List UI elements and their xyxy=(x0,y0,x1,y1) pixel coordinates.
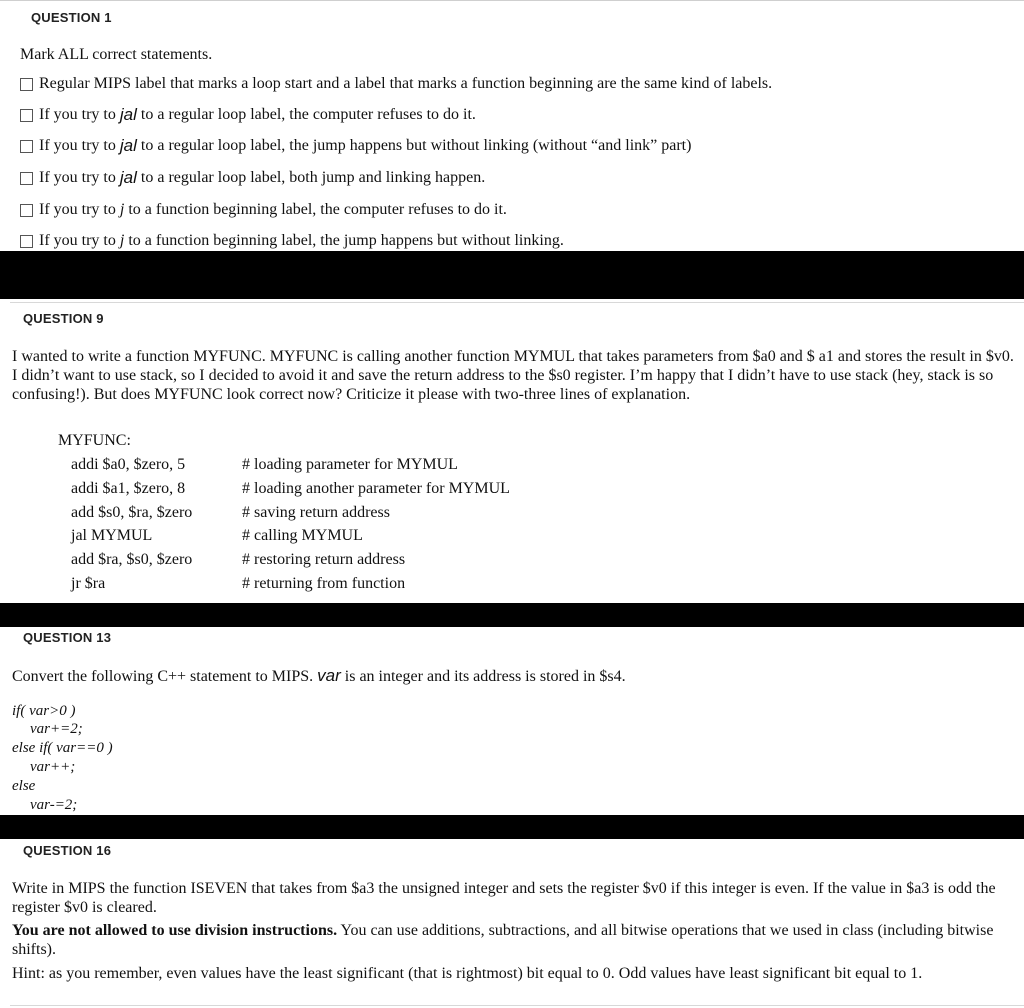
option-text: Regular MIPS label that marks a loop start and a label that marks a function beginning are the same kind of labels. xyxy=(39,75,773,92)
option-text-start: If you try to xyxy=(39,232,120,249)
cpp-code-line: if( var>0 ) xyxy=(12,703,76,719)
code-instruction: addi $a1, $zero, 8 xyxy=(71,480,186,497)
option-keyword: jal xyxy=(119,136,137,155)
option-text-start: If you try to xyxy=(39,169,120,186)
top-border xyxy=(0,0,1024,1)
option-text-end: to a regular loop label, both jump and linking happen. xyxy=(136,169,486,186)
checkbox[interactable] xyxy=(20,140,33,153)
checkbox[interactable] xyxy=(20,172,33,185)
q1-option-6[interactable] xyxy=(20,230,564,252)
question-16-paragraph-1: Write in MIPS the function ISEVEN that takes from $a3 the unsigned integer and sets the register $v0 if this integer is even. If the value in $a3 is odd the register $v0 is cleared. xyxy=(12,880,996,916)
q1-option-4[interactable] xyxy=(20,167,485,189)
code-instruction: addi $a0, $zero, 5 xyxy=(71,456,186,473)
q1-option-3[interactable] xyxy=(20,135,691,157)
question-16-paragraph-2 xyxy=(12,921,1016,959)
code-comment: # restoring return address xyxy=(242,551,406,568)
question-1-title: QUESTION 1 xyxy=(31,10,112,25)
option-text-start: If you try to xyxy=(39,201,120,218)
question-9-paragraph: I wanted to write a function MYFUNC. MYFUNC is calling another function MYMUL that takes parameters from $a0 and $ a1 and stores the result in $v0. I didn’t want to use stack, so I decided to avoid it and save the return address to the $s0 register. I’m happy that I didn’t have to use stack (hey, stack is so confusing!). But does MYFUNC look correct now? Criticize it please with two-three lines of explanation. xyxy=(12,348,1014,403)
prompt-start: Convert the following C++ statement to MIPS. xyxy=(12,668,318,685)
prompt-end: is an integer and its address is stored in $s4. xyxy=(340,668,626,685)
question-16-title: QUESTION 16 xyxy=(23,843,112,858)
cpp-code-line: var++; xyxy=(30,759,76,775)
function-label: MYFUNC: xyxy=(58,432,131,449)
code-comment: # returning from function xyxy=(242,575,406,592)
divider xyxy=(10,302,1024,303)
redaction-bar-1 xyxy=(0,251,1024,299)
option-keyword: jal xyxy=(119,105,137,124)
redaction-bar-2 xyxy=(0,603,1024,627)
code-instruction: add $s0, $ra, $zero xyxy=(71,504,193,521)
option-text-start: If you try to xyxy=(39,106,120,123)
bottom-divider xyxy=(10,1005,1024,1006)
rule-detail: You can use additions, subtractions, and all bitwise operations that we used in class (including bitwise shifts). xyxy=(12,922,994,958)
code-comment: # saving return address xyxy=(242,504,390,521)
question-9-title: QUESTION 9 xyxy=(23,311,104,326)
option-text-start: If you try to xyxy=(39,137,120,154)
bold-rule: You are not allowed to use division instructions. xyxy=(12,922,338,939)
option-keyword: j xyxy=(119,201,125,218)
code-instruction: jal MYMUL xyxy=(71,527,153,544)
cpp-code-line: var+=2; xyxy=(30,721,83,737)
option-text-end: to a function beginning label, the jump happens but without linking. xyxy=(124,232,564,249)
cpp-code-line: else if( var==0 ) xyxy=(12,740,113,756)
option-text-end: to a regular loop label, the computer refuses to do it. xyxy=(136,106,476,123)
code-comment: # calling MYMUL xyxy=(242,527,363,544)
option-text-end: to a regular loop label, the jump happens but without linking (without “and link” part) xyxy=(136,137,692,154)
checkbox[interactable] xyxy=(20,204,33,217)
q1-option-2[interactable] xyxy=(20,104,476,126)
option-keyword: j xyxy=(119,232,125,249)
option-keyword: jal xyxy=(119,168,137,187)
option-text-end: to a function beginning label, the computer refuses to do it. xyxy=(124,201,507,218)
q1-option-5[interactable] xyxy=(20,199,507,221)
question-1-prompt: Mark ALL correct statements. xyxy=(20,46,213,63)
prompt-keyword: var xyxy=(317,666,341,685)
code-instruction: jr $ra xyxy=(71,575,106,592)
question-13-title: QUESTION 13 xyxy=(23,630,112,645)
question-13-prompt xyxy=(12,666,626,686)
q1-option-1[interactable] xyxy=(20,73,772,95)
checkbox[interactable] xyxy=(20,109,33,122)
question-16-hint: Hint: as you remember, even values have the least significant (that is rightmost) bit equal to 0. Odd values have least significant bit equal to 1. xyxy=(12,965,923,982)
checkbox[interactable] xyxy=(20,78,33,91)
cpp-code-line: else xyxy=(12,778,36,794)
checkbox[interactable] xyxy=(20,235,33,248)
code-instruction: add $ra, $s0, $zero xyxy=(71,551,193,568)
code-comment: # loading another parameter for MYMUL xyxy=(242,480,510,497)
cpp-code-line: var-=2; xyxy=(30,797,78,813)
code-comment: # loading parameter for MYMUL xyxy=(242,456,458,473)
redaction-bar-3 xyxy=(0,815,1024,839)
